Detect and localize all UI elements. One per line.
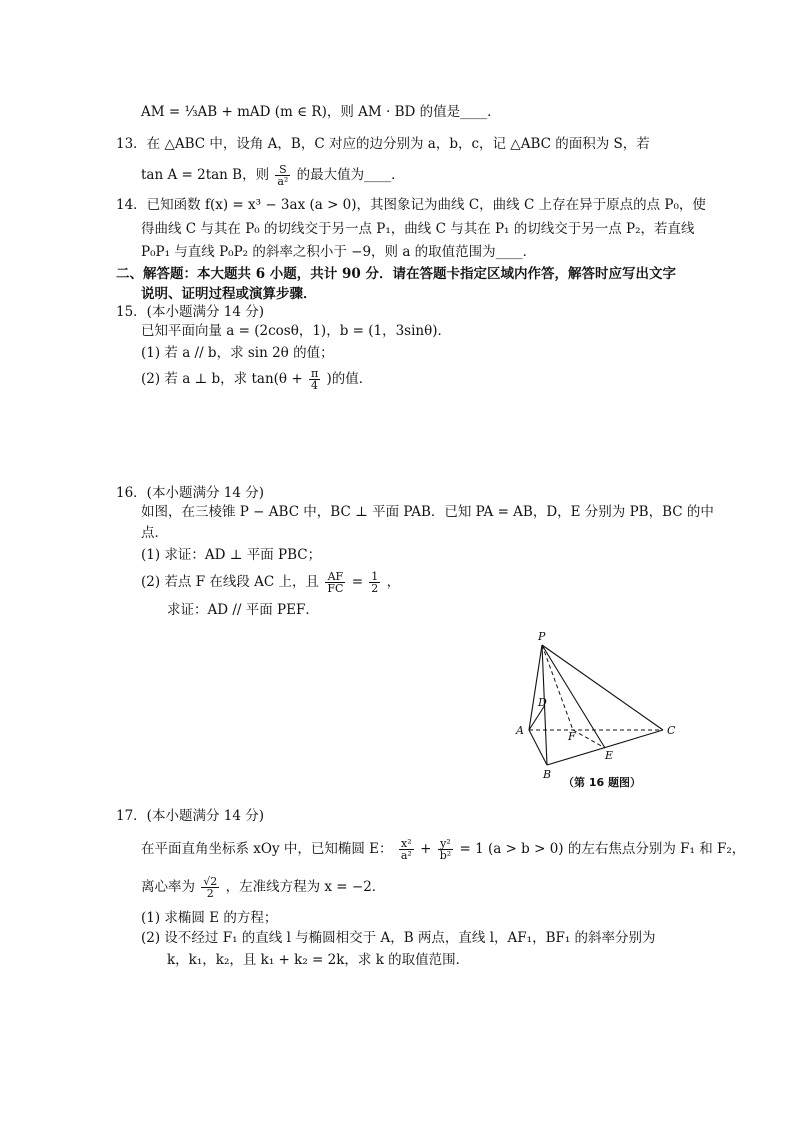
edge-PC <box>542 645 663 730</box>
q16-part2a: (2) 若点 F 在线段 AC 上，且 <box>141 574 320 590</box>
label-A: A <box>516 724 524 737</box>
section2-line1: 二、解答题：本大题共 6 小题，共计 90 分．请在答题卡指定区域内作答，解答时应写出文字 <box>116 266 676 282</box>
q17-part2: (2) 设不经过 F₁ 的直线 l 与椭圆相交于 A，B 两点，直线 l，AF₁，BF₁ 的斜率分别为 <box>141 930 656 946</box>
q17-part1: (1) 求椭圆 E 的方程； <box>141 910 278 926</box>
q17-line1b: = 1 (a > b > 0) 的左右焦点分别为 F₁ 和 F₂， <box>459 841 746 857</box>
q15-part2 <box>141 368 372 391</box>
section2-line2: 说明、证明过程或演算步骤． <box>141 286 317 302</box>
q13-line1: 13．在 △ABC 中，设角 A，B，C 对应的边分别为 a，b，c，记 △ABC 的面积为 S，若 <box>116 136 650 152</box>
q16-equals: = <box>351 574 363 590</box>
q15-line1: 已知平面向量 a = (2cosθ，1)，b = (1，3sinθ)． <box>141 323 452 339</box>
label-P: P <box>538 630 546 643</box>
q17-plus: + <box>420 841 432 857</box>
q17-y-fraction: $\frac{\text{y²}}{\text{b²}}$ <box>439 837 452 862</box>
label-F: F <box>568 730 576 743</box>
q17-x-fraction: $\frac{\text{x²}}{\text{a²}}$ <box>400 837 412 862</box>
q13-fraction: $\frac{S}{\text{a²}}$ <box>277 163 289 188</box>
q15-part1: (1) 若 a // b，求 sin 2θ 的值； <box>141 345 334 361</box>
q17-line1a: 在平面直角坐标系 xOy 中，已知椭圆 E： <box>141 841 393 857</box>
q15-part2a: (2) 若 a ⊥ b，求 tan(θ + <box>141 371 303 387</box>
edge-AB <box>529 730 547 765</box>
label-E: E <box>605 749 614 762</box>
q17-line2 <box>141 876 385 899</box>
q17-line2b: ，左准线方程为 x = −2． <box>225 879 386 895</box>
q17-heading: 17．(本小题满分 14 分) <box>116 808 264 824</box>
q13-line2 <box>141 164 405 187</box>
segment-FE-hidden <box>573 730 605 748</box>
label-C: C <box>667 724 676 737</box>
label-D: D <box>538 696 547 709</box>
figure-caption: （第 16 题图） <box>563 776 641 789</box>
q15-heading: 15．(本小题满分 14 分) <box>116 304 264 320</box>
pyramid-diagram <box>505 628 695 798</box>
q14-line2: 得曲线 C 与其在 P₀ 的切线交于另一点 P₁，曲线 C 与其在 P₁ 的切线交于另一点 P₂，若直线 <box>141 221 695 237</box>
q17-line1 <box>141 838 745 861</box>
q16-ratio-fraction: $\frac{AF}{FC}$ <box>327 570 344 595</box>
pyramid-figure <box>505 628 695 798</box>
q16-part2 <box>141 571 400 594</box>
q16-line1: 如图，在三棱锥 P − ABC 中，BC ⊥ 平面 PAB．已知 PA = AB，D，E 分别为 PB，BC 的中 <box>141 504 714 520</box>
q13-line2a: tan A = 2tan B，则 <box>141 167 270 183</box>
q17-ecc-fraction: $\frac{√2}{2}$ <box>203 875 218 900</box>
q17-part2b: k，k₁，k₂，且 k₁ + k₂ = 2k，求 k 的取值范围． <box>167 952 470 968</box>
q16-line2: 点． <box>141 525 168 541</box>
q13-line2b: 的最大值为____． <box>296 167 405 183</box>
edge-PA <box>529 645 542 730</box>
label-B: B <box>543 768 552 781</box>
q16-heading: 16．(本小题满分 14 分) <box>116 485 264 501</box>
q17-line2a: 离心率为 <box>141 879 195 895</box>
q16-part2c: 求证：AD // 平面 PEF． <box>167 602 319 618</box>
q16-part1: (1) 求证：AD ⊥ 平面 PBC； <box>141 547 322 563</box>
q16-part2b: ， <box>386 574 401 590</box>
q15-part2b: )的值． <box>326 371 373 387</box>
q15-pi-fraction: $\frac{\pi}{4}$ <box>310 367 319 392</box>
q14-line1: 14．已知函数 f(x) = x³ − 3ax (a > 0)，其图象记为曲线 C，曲线 C 上存在异于原点的点 P₀，使 <box>116 197 706 213</box>
q12-tail: AM = ⅓AB + mAD (m ∈ R)，则 AM · BD 的值是____． <box>141 104 501 120</box>
q16-half-fraction: $\frac{1}{2}$ <box>371 570 379 595</box>
q14-line3: P₀P₁ 与直线 P₀P₂ 的斜率之积小于 −9，则 a 的取值范围为____． <box>141 244 537 260</box>
